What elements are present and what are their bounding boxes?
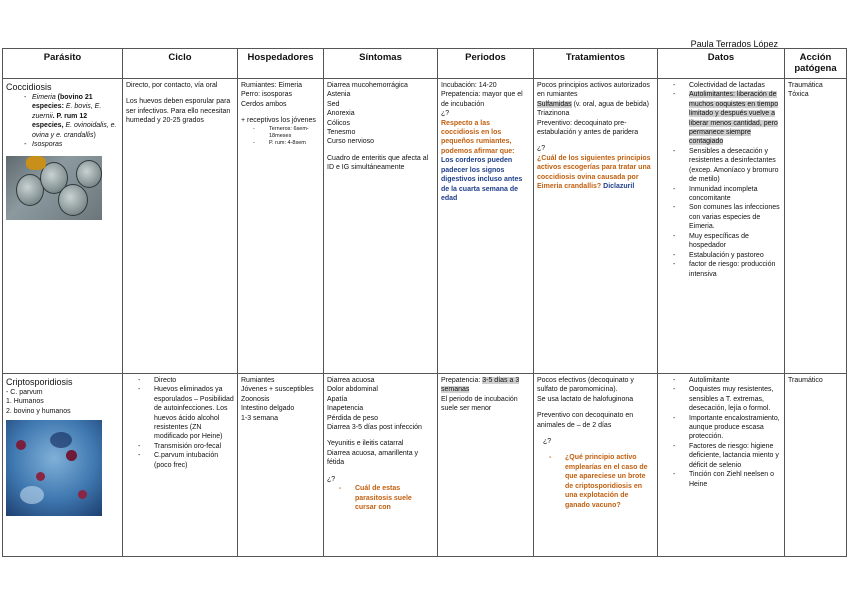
cell-text: - Transmisión oro-fecal: [154, 442, 234, 451]
cell-text: Pocos efectivos (decoquinato y sulfato de paromomicina).: [537, 376, 634, 394]
cell-text: 1-3 semana: [241, 414, 278, 422]
cell-text: (v. oral, agua de bebida): [571, 100, 649, 108]
cell-text: Sed: [327, 100, 340, 108]
cell-parasite-coccidiosis: [3, 78, 123, 373]
cell-text: - Inmunidad incompleta concomitante: [689, 185, 781, 204]
cell-text: . P. rum 12 especies,: [32, 112, 88, 130]
cell-text: - Directo: [154, 376, 234, 385]
cell-periodos-cripto: [438, 373, 534, 556]
cell-text: - Factores de riesgo: higiene deficiente, lactancia miento y déficit de selenio: [689, 442, 781, 470]
coccidia-oocysts-photo: [6, 156, 102, 220]
cell-text: Inapetencia: [327, 405, 364, 413]
cell-text: [689, 90, 781, 147]
cell-text: - Estabulación y pastoreo: [689, 251, 781, 260]
cell-text: Astenia: [327, 91, 351, 99]
cell-text: Diarrea 3-5 días post infección: [327, 423, 422, 431]
row-coccidiosis: [3, 78, 847, 373]
cell-text: Anorexia: [327, 110, 355, 118]
cell-text: - Sensibles a desecación y resistentes a desinfectantes (excep. Amoníaco y bromuro de metilo): [689, 147, 781, 185]
question-text: ¿Cuál de los siguientes principios activos escogerías para tratar una coccidiosis ovina causada por Eimeria crandallis?: [537, 154, 651, 191]
cell-trat-cripto: [534, 373, 658, 556]
cell-text: - Son comunes las infecciones con varias especies de Eimeria.: [689, 203, 781, 231]
author-name: Paula Terrados López: [690, 39, 778, 49]
cell-text: Autolimitantes: liberación de muchos ooquistes en tiempo limitado y después vuelve a liberar menos cantidad, pero permanece siempre contagiado: [689, 91, 779, 146]
cell-text: Yeyunitis e ileitis catarral: [327, 440, 404, 448]
header-datos: Datos: [658, 49, 785, 79]
cell-parasite-cripto: [3, 373, 123, 556]
parasite-table: [2, 48, 847, 557]
cell-sint-coccidiosis: [324, 78, 438, 373]
cell-text: Diarrea acuosa: [327, 376, 375, 384]
cell-text: 1. Humanos: [6, 398, 44, 406]
cell-text: Perro: isosporas: [241, 91, 292, 99]
answer-text: Diclazuril: [601, 183, 635, 191]
cell-text: Apatía: [327, 395, 348, 403]
cell-text: - Terneros: 6sem-18meses: [269, 126, 320, 141]
cell-text: 2. bovino y humanos: [6, 407, 71, 415]
cell-text: Intestino delgado: [241, 405, 295, 413]
cell-trat-coccidiosis: [534, 78, 658, 373]
header-tratamientos: Tratamientos: [534, 49, 658, 79]
parasite-name: Criptosporidiosis: [6, 376, 73, 387]
cell-text: Pérdida de peso: [327, 414, 378, 422]
cell-text: Curso nervioso: [327, 138, 375, 146]
cell-text: Tenesmo: [327, 128, 356, 136]
cell-accion-cripto: [785, 373, 847, 556]
cell-text: ¿?: [327, 475, 336, 483]
cell-text: Diarrea mucohemorrágica: [327, 81, 408, 89]
cell-text: + receptivos los jóvenes: [241, 117, 316, 125]
header-sintomas: Síntomas: [324, 49, 438, 79]
answer-text: Los corderos pueden padecer los signos digestivos incluso antes de la cuarta semana de edad: [441, 157, 523, 203]
header-hospedadores: Hospedadores: [238, 49, 324, 79]
header-row: [3, 49, 847, 79]
cell-text: Eimeria: [32, 93, 56, 101]
cell-text: - Ooquistes muy resistentes, sensibles a T. extremas, desecación, lejía o formol.: [689, 385, 781, 413]
cell-text: - Colectividad de lactadas: [689, 81, 781, 90]
cell-text: ¿?: [441, 110, 450, 118]
cell-text: Jóvenes + susceptibles: [241, 386, 314, 394]
cell-text: ¿?: [543, 437, 552, 445]
cell-text: Sulfamidas: [537, 100, 572, 108]
question-text: - Cuál de estas parasitosis suele cursar con: [355, 484, 434, 512]
cell-text: [537, 100, 654, 109]
cell-text: Pocos principios activos autorizados en rumiantes: [537, 81, 650, 99]
row-criptosporidiosis: [3, 373, 847, 556]
cell-text: [441, 376, 530, 395]
cell-text: - Huevos eliminados ya esporulados – Posibilidad de autoinfecciones. Los huevos ácido alcohol resistentes (ZN modificado por Heine): [154, 385, 234, 442]
cryptosporidium-stain-photo: [6, 420, 102, 516]
cell-periodos-coccidiosis: [438, 78, 534, 373]
cell-text: Cerdos ambos: [241, 100, 287, 108]
cell-text: Se usa lactato de halofuginona: [537, 395, 634, 403]
cell-text: E. ovinoidalis, e. ovina y e. crandallis: [32, 122, 117, 139]
cell-text: ¿?: [537, 145, 546, 153]
cell-text: 3-5 días a 3 semanas: [441, 376, 520, 394]
cell-text: Los huevos deben esporular para ser infectivos. Para ello necesitan humedad y 20-25 grados: [126, 98, 231, 125]
cell-text: El periodo de incubación suele ser menor: [441, 395, 518, 413]
cell-text: Cuadro de enteritis que afecta al ID e IG simultáneamente: [327, 154, 429, 172]
isospora-item: - Isosporas: [32, 140, 119, 149]
header-ciclo: Ciclo: [123, 49, 238, 79]
cell-text: Prepatencia:: [441, 376, 483, 384]
eimeria-item: [32, 93, 119, 140]
cell-text: Rumiantes: Eimeria: [241, 81, 303, 89]
cell-text: Preventivo: decoquinato pre-estabulación y antes de paridera: [537, 119, 639, 136]
cell-text: - Tinción con Ziehl neelsen o Heine: [689, 470, 781, 489]
header-parasito: Parásito: [3, 49, 123, 79]
question-text: Respecto a las coccidiosis en los pequeños rumiantes, podemos afirmar que:: [441, 119, 515, 155]
parasite-name: Coccidiosis: [6, 81, 52, 92]
cell-text: Traumática Tóxica: [788, 81, 823, 99]
cell-text: (bovino 21 especies:: [32, 93, 93, 111]
cell-text: Incubación: 14-20: [441, 81, 497, 89]
cell-text: Traumático: [788, 376, 823, 384]
cell-text: ): [93, 131, 96, 139]
cell-text: - C.parvum intubación (poco frec): [154, 451, 234, 470]
header-accion: Acción patógena: [785, 49, 847, 79]
cell-hosp-coccidiosis: [238, 78, 324, 373]
cell-text: - Muy específicas de hospedador: [689, 232, 781, 251]
cell-text: - Autolimitante: [689, 376, 781, 385]
cell-text: Cólicos: [327, 119, 350, 127]
cell-datos-coccidiosis: [658, 78, 785, 373]
cell-accion-coccidiosis: [785, 78, 847, 373]
cell-datos-cripto: [658, 373, 785, 556]
cell-text: E. bovis, E. zuernii: [32, 103, 102, 120]
cell-text: Zoonosis: [241, 395, 270, 403]
cell-text: Preventivo con decoquinato en animales de – de 2 días: [537, 412, 634, 429]
cell-text: Dolor abdominal: [327, 386, 378, 394]
cell-text: Diarrea acuosa, amarillenta y fétida: [327, 449, 419, 467]
cell-text: - C. parvum: [6, 388, 43, 396]
cell-text: - P. rum: 4-8sem: [269, 140, 320, 147]
cell-text: - Importante encalostramiento, aunque produce escasa protección.: [689, 414, 781, 442]
cell-sint-cripto: [324, 373, 438, 556]
cell-text: - factor de riesgo: producción intensiva: [689, 260, 781, 279]
cell-ciclo-cripto: [123, 373, 238, 556]
cell-text: Prepatencia: mayor que el de incubación: [441, 91, 523, 108]
question-text: - ¿Qué principio activo emplearías en el caso de que apareciese un brote de criptosporidiosis en una explotación de ganado vacuno?: [565, 453, 654, 510]
header-periodos: Periodos: [438, 49, 534, 79]
cell-text: Rumiantes: [241, 376, 275, 384]
cell-text: Directo, por contacto, vía oral: [126, 81, 218, 89]
cell-ciclo-coccidiosis: [123, 78, 238, 373]
cell-text: [537, 154, 654, 192]
cell-text: Triazinona: [537, 110, 570, 118]
cell-hosp-cripto: [238, 373, 324, 556]
